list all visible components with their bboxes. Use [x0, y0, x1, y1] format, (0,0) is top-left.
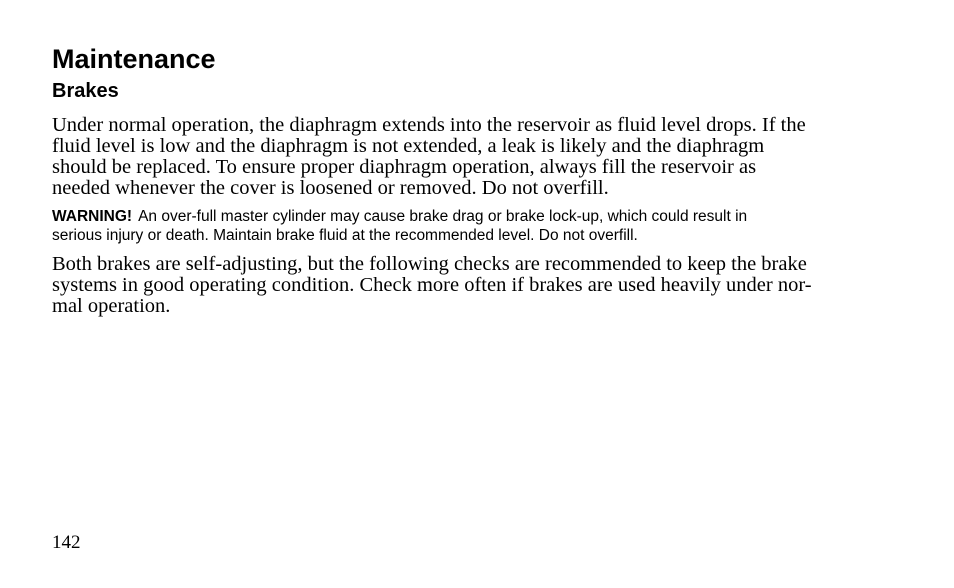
paragraph-line: Under normal operation, the diaphragm extends into the reservoir as fluid level drops. If the	[52, 114, 806, 136]
paragraph-line: should be replaced. To ensure proper diaphragm operation, always fill the reservoir as	[52, 156, 757, 178]
subsection-title: Brakes	[52, 80, 119, 102]
warning-first-line	[52, 207, 747, 226]
paragraph-self-adjusting	[52, 254, 812, 317]
warning-label: WARNING!	[52, 208, 133, 225]
paragraph-line: fluid level is low and the diaphragm is not extended, a leak is likely and the diaphragm	[52, 135, 765, 157]
warning-note	[52, 207, 747, 245]
paragraph-line: systems in good operating condition. Check more often if brakes are used heavily under nor-	[52, 274, 812, 296]
paragraph-line: needed whenever the cover is loosened or removed. Do not overfill.	[52, 177, 609, 199]
warning-text: An over-full master cylinder may cause brake drag or brake lock-up, which could result in	[138, 208, 748, 225]
warning-text: serious injury or death. Maintain brake fluid at the recommended level. Do not overfill.	[52, 227, 638, 244]
page-number: 142	[52, 532, 81, 553]
paragraph-line: mal operation.	[52, 295, 171, 317]
paragraph-line: Both brakes are self-adjusting, but the following checks are recommended to keep the brake	[52, 253, 807, 275]
section-title: Maintenance	[52, 44, 216, 74]
paragraph-diaphragm	[52, 115, 806, 199]
